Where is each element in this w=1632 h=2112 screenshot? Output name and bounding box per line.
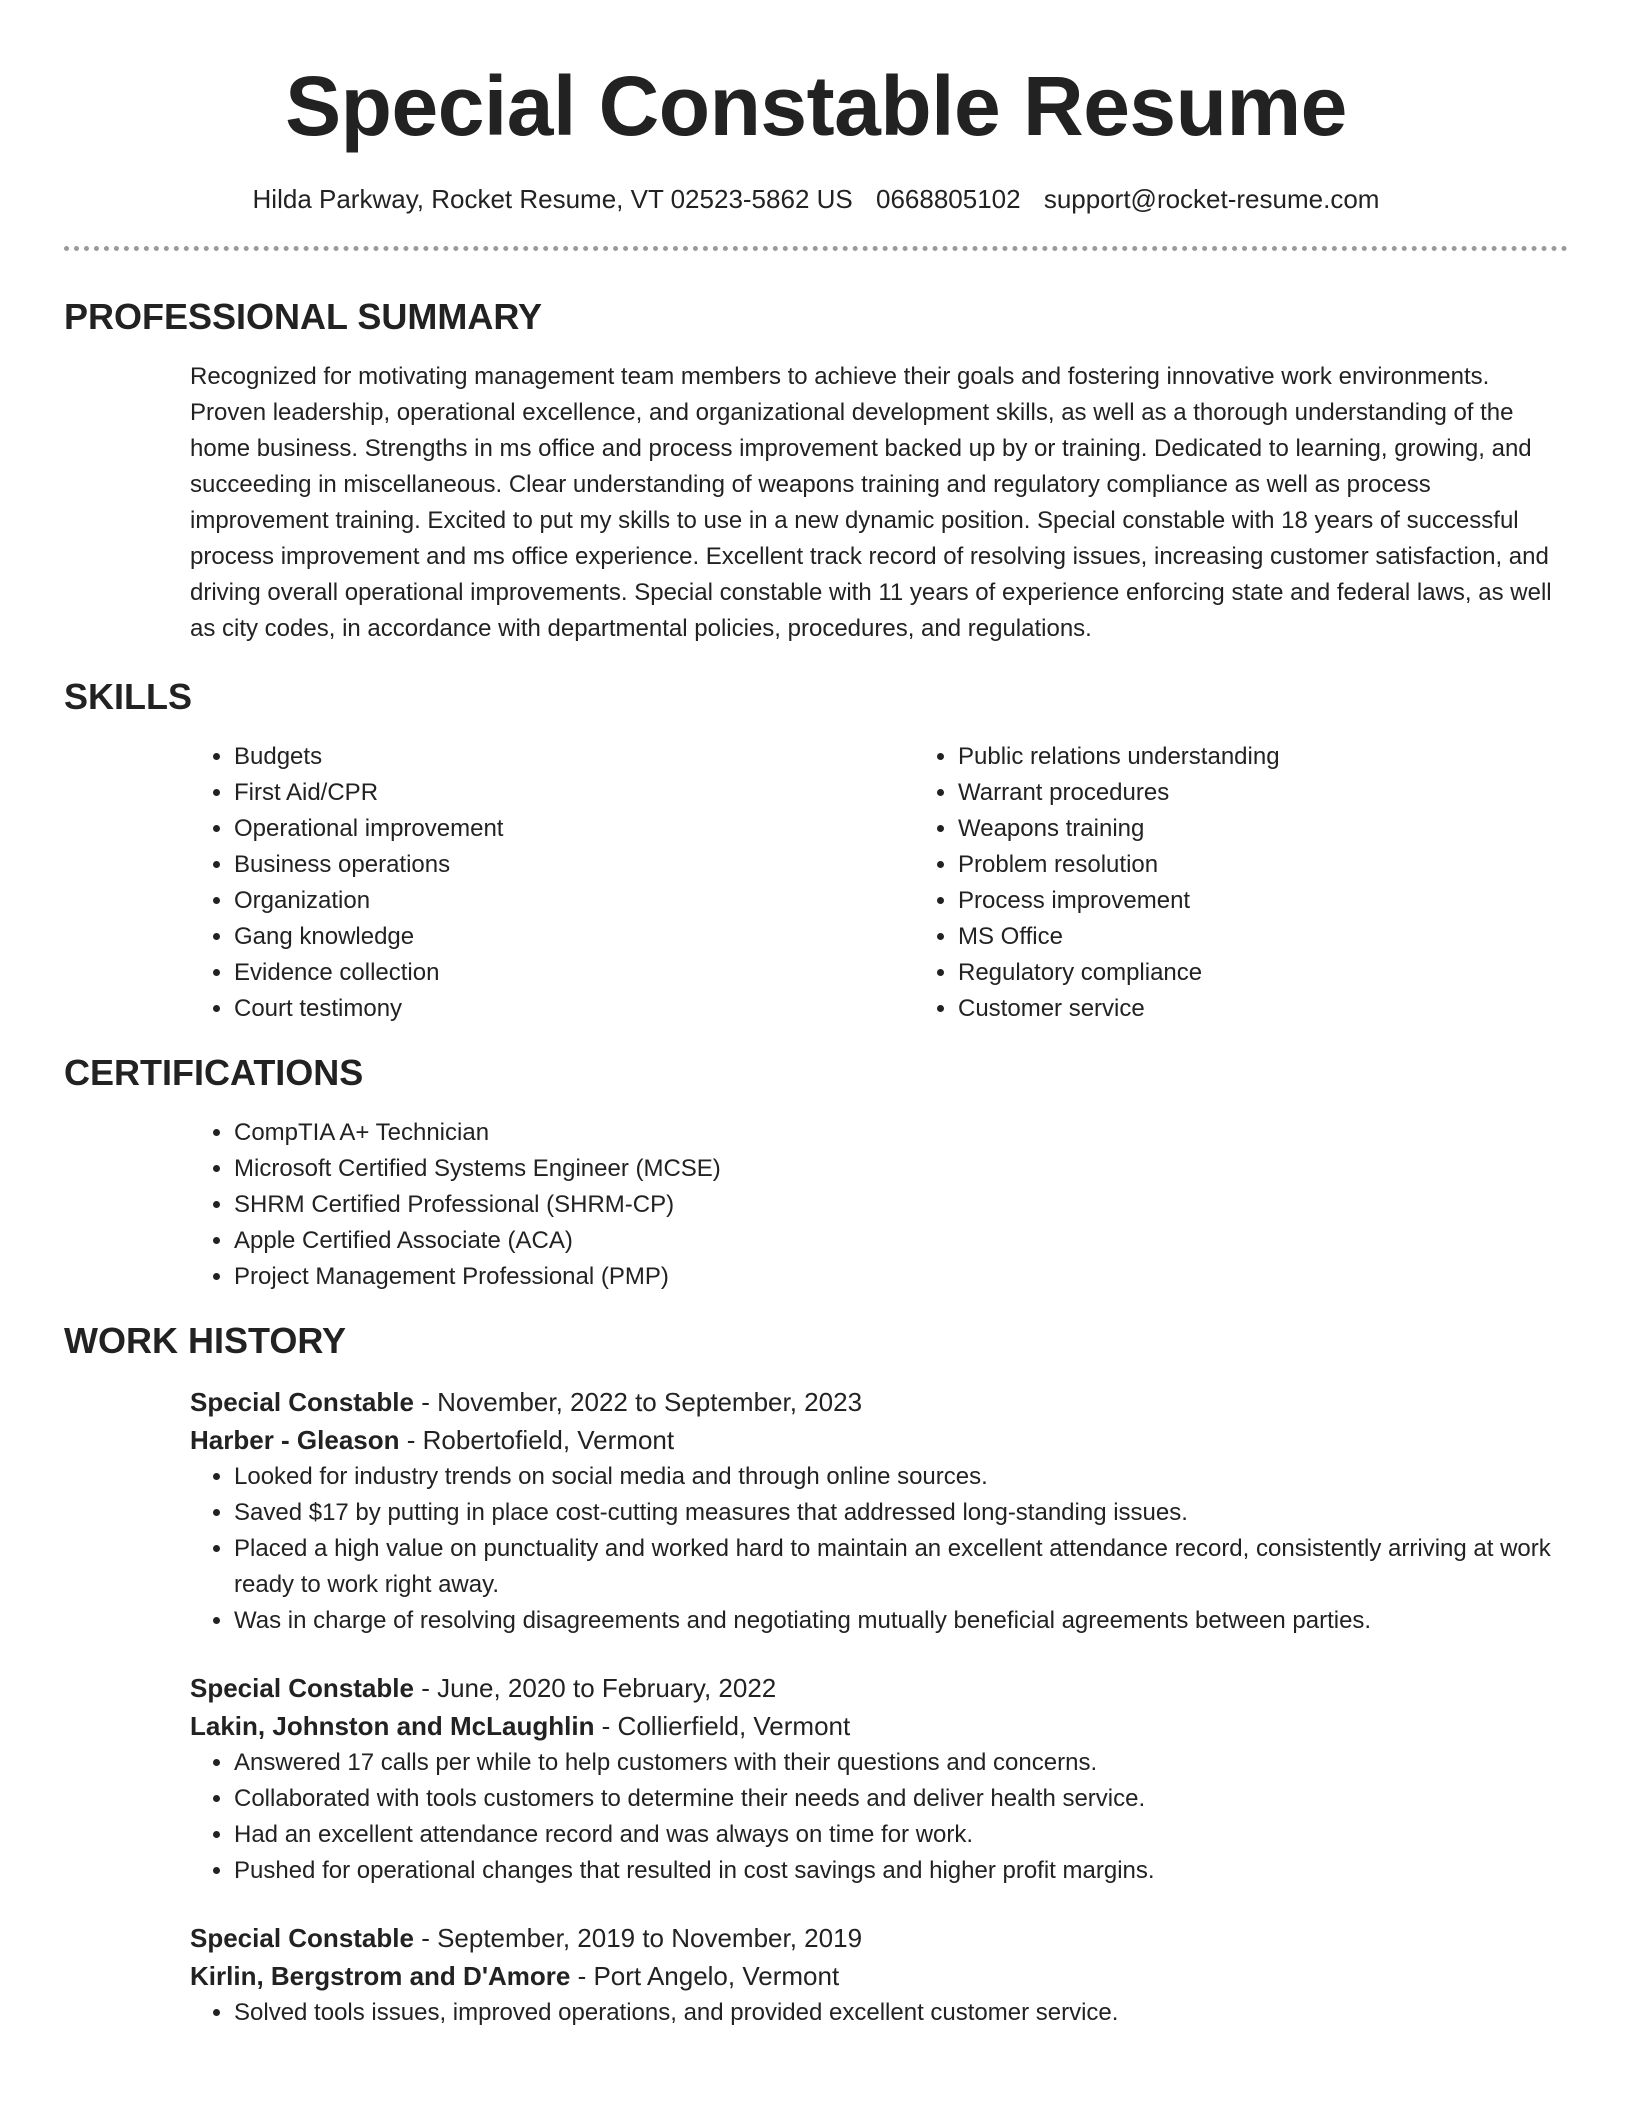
- certification-item: • Apple Certified Associate (ACA): [234, 1223, 1568, 1259]
- job-bullet: • Answered 17 calls per while to help customers with their questions and concerns.: [234, 1745, 1568, 1781]
- resume-title: Special Constable Resume: [285, 59, 1347, 153]
- job-company-line: [190, 1957, 1568, 1995]
- certification-item: • Microsoft Certified Systems Engineer (MCSE): [234, 1151, 1568, 1187]
- skill-item: • Problem resolution: [958, 847, 1632, 883]
- certifications-section: [64, 1051, 1568, 1295]
- skill-item: • Regulatory compliance: [958, 955, 1632, 991]
- job-bullet: • Solved tools issues, improved operations, and provided excellent customer service.: [234, 1995, 1568, 2031]
- contact-address: Hilda Parkway, Rocket Resume, VT 02523-5862 US: [252, 184, 853, 214]
- skill-item: • Gang knowledge: [234, 919, 914, 955]
- job-title-line: [190, 1669, 1568, 1707]
- job-dates: - September, 2019 to November, 2019: [413, 1923, 863, 1953]
- skill-item: • Public relations understanding: [958, 739, 1632, 775]
- job-bullets: [190, 1995, 1568, 2031]
- skill-item: • Business operations: [234, 847, 914, 883]
- job-bullet: • Had an excellent attendance record and was always on time for work.: [234, 1817, 1568, 1853]
- skill-item: • Weapons training: [958, 811, 1632, 847]
- skills-list-right: [914, 739, 1632, 1027]
- skill-item: • Organization: [234, 883, 914, 919]
- job-dates: - November, 2022 to September, 2023: [413, 1387, 863, 1417]
- job-company: Lakin, Johnston and McLaughlin: [190, 1711, 595, 1741]
- skill-item: • Customer service: [958, 991, 1632, 1027]
- job-bullet: • Saved $17 by putting in place cost-cutting measures that addressed long-standing issues.: [234, 1495, 1568, 1531]
- skill-item: • MS Office: [958, 919, 1632, 955]
- section-heading-work-history: WORK HISTORY: [64, 1320, 347, 1361]
- skill-item: • Court testimony: [234, 991, 914, 1027]
- job-entry: [190, 1919, 1568, 2031]
- job-title: Special Constable: [190, 1387, 414, 1417]
- job-location: - Collierfield, Vermont: [594, 1711, 851, 1741]
- summary-text: Recognized for motivating management team members to achieve their goals and fostering innovative work environments. Proven leadership, operational excellence, and organizational development skills, as well as a thorough understanding of the home business. Strengths in ms office and process improvement backed up by or training. Dedicated to learning, growing, and succeeding in miscellaneous. Clear understanding of weapons training and regulatory compliance as well as process improvement training. Excited to put my skills to use in a new dynamic position. Special constable with 18 years of successful process improvement and ms office experience. Excellent track record of resolving issues, increasing customer satisfaction, and driving overall operational improvements. Special constable with 11 years of experience enforcing state and federal laws, as well as city codes, in accordance with departmental policies, procedures, and regulations.: [190, 363, 1552, 642]
- header-divider: [64, 246, 1568, 251]
- job-bullet: • Pushed for operational changes that resulted in cost savings and higher profit margins.: [234, 1853, 1568, 1889]
- job-bullet: • Looked for industry trends on social media and through online sources.: [234, 1459, 1568, 1495]
- job-company-line: [190, 1421, 1568, 1459]
- job-entry: [190, 1383, 1568, 1639]
- skill-item: • First Aid/CPR: [234, 775, 914, 811]
- skill-item: • Warrant procedures: [958, 775, 1632, 811]
- skills-list-left: [190, 739, 914, 1027]
- work-history-section: [64, 1319, 1568, 2031]
- skills-grid: [190, 739, 1568, 1027]
- professional-summary-section: [64, 295, 1568, 647]
- job-title: Special Constable: [190, 1923, 414, 1953]
- job-bullet: • Was in charge of resolving disagreements and negotiating mutually beneficial agreements between parties.: [234, 1603, 1568, 1639]
- job-location: - Robertofield, Vermont: [399, 1425, 675, 1455]
- certifications-list-wrap: [190, 1115, 1568, 1295]
- section-heading-summary: PROFESSIONAL SUMMARY: [64, 296, 543, 337]
- skill-item: • Operational improvement: [234, 811, 914, 847]
- certification-item: • Project Management Professional (PMP): [234, 1259, 1568, 1295]
- certification-item: • CompTIA A+ Technician: [234, 1115, 1568, 1151]
- job-bullet: • Collaborated with tools customers to determine their needs and deliver health service.: [234, 1781, 1568, 1817]
- job-bullet: • Placed a high value on punctuality and worked hard to maintain an excellent attendance record, consistently arriving at work ready to work right away.: [234, 1531, 1568, 1603]
- contact-phone: 0668805102: [875, 184, 1021, 214]
- job-dates: - June, 2020 to February, 2022: [413, 1673, 777, 1703]
- skill-item: • Evidence collection: [234, 955, 914, 991]
- contact-email: support@rocket-resume.com: [1043, 184, 1380, 214]
- job-title: Special Constable: [190, 1673, 414, 1703]
- contact-line: [64, 182, 1568, 216]
- section-heading-skills: SKILLS: [64, 676, 193, 717]
- job-company: Kirlin, Bergstrom and D'Amore: [190, 1961, 571, 1991]
- certification-item: • SHRM Certified Professional (SHRM-CP): [234, 1187, 1568, 1223]
- job-entry: [190, 1669, 1568, 1889]
- section-heading-certifications: CERTIFICATIONS: [64, 1052, 364, 1093]
- certifications-list: [190, 1115, 1568, 1295]
- job-bullets: [190, 1459, 1568, 1639]
- job-company: Harber - Gleason: [190, 1425, 400, 1455]
- skill-item: • Budgets: [234, 739, 914, 775]
- job-title-line: [190, 1919, 1568, 1957]
- job-company-line: [190, 1707, 1568, 1745]
- job-bullets: [190, 1745, 1568, 1889]
- skills-section: [64, 675, 1568, 1027]
- job-location: - Port Angelo, Vermont: [570, 1961, 840, 1991]
- skill-item: • Process improvement: [958, 883, 1632, 919]
- job-title-line: [190, 1383, 1568, 1421]
